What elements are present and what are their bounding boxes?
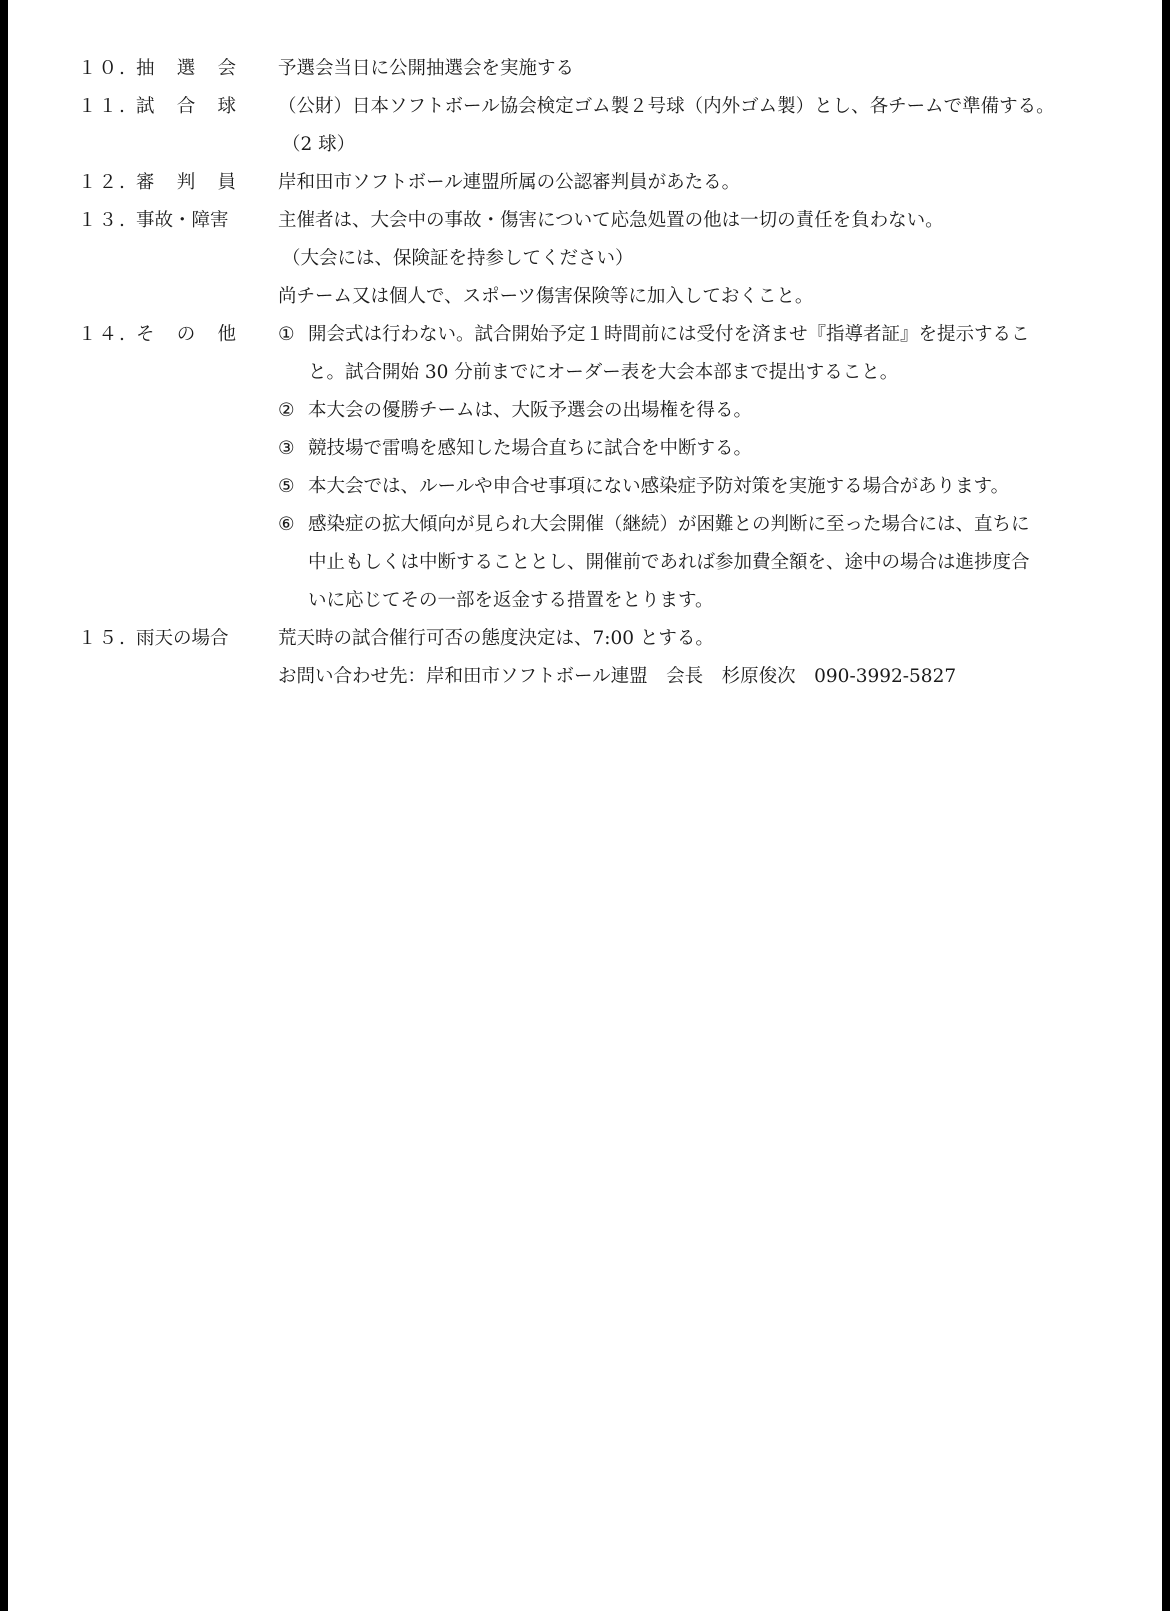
label-char: 球 bbox=[217, 96, 236, 117]
label-char: 抽 bbox=[136, 58, 155, 79]
section-content bbox=[278, 164, 1138, 202]
item-marker: ② bbox=[278, 400, 295, 421]
section-number: １２. bbox=[78, 172, 127, 193]
item-marker: ⑤ bbox=[278, 476, 295, 497]
list-item bbox=[278, 316, 1138, 392]
content-line: 岸和田市ソフトボール連盟所属の公認審判員があたる。 bbox=[278, 172, 741, 193]
section-label bbox=[136, 164, 236, 202]
section-10 bbox=[78, 50, 1138, 88]
section-number: １１. bbox=[78, 96, 127, 117]
item-marker: ① bbox=[278, 324, 295, 345]
section-content bbox=[278, 202, 1138, 316]
document-page bbox=[8, 0, 1162, 1611]
section-label bbox=[136, 50, 236, 88]
label-char: 員 bbox=[217, 172, 236, 193]
list-item bbox=[278, 506, 1138, 620]
section-number: １４. bbox=[78, 324, 127, 345]
label-char: 試 bbox=[136, 96, 155, 117]
section-number: １３. bbox=[78, 210, 127, 231]
content-line: （大会には、保険証を持参してください） bbox=[282, 248, 634, 269]
content-line: 開会式は行わない。試合開始予定１時間前には受付を済ませ『指導者証』を提示するこ bbox=[308, 324, 1030, 345]
contact-line: お問い合わせ先：岸和田市ソフトボール連盟 会長 杉原俊次 090-3992-5827 bbox=[278, 666, 957, 687]
content-line: 本大会の優勝チームは、大阪予選会の出場権を得る。 bbox=[308, 400, 753, 421]
item-marker: ⑥ bbox=[278, 514, 295, 535]
label-char: 会 bbox=[217, 58, 236, 79]
content-line: 本大会では、ルールや申合せ事項にない感染症予防対策を実施する場合があります。 bbox=[308, 476, 1010, 497]
list-item bbox=[278, 392, 1138, 430]
section-label: 事故・障害 bbox=[136, 210, 229, 231]
section-label bbox=[136, 88, 236, 126]
content-line: 尚チーム又は個人で、スポーツ傷害保険等に加入しておくこと。 bbox=[278, 286, 814, 307]
content-line: いに応じてその一部を返金する措置をとります。 bbox=[308, 590, 714, 611]
section-14 bbox=[78, 316, 1138, 620]
section-11 bbox=[78, 88, 1138, 164]
content-line: （公財）日本ソフトボール協会検定ゴム製２号球（内外ゴム製）とし、各チームで準備する。 bbox=[278, 96, 1055, 117]
content-line: 感染症の拡大傾向が見られ大会開催（継続）が困難との判断に至った場合には、直ちに bbox=[308, 514, 1030, 535]
content-line: 競技場で雷鳴を感知した場合直ちに試合を中断する。 bbox=[308, 438, 753, 459]
list-item bbox=[278, 430, 1138, 468]
label-char: の bbox=[176, 324, 196, 345]
section-content bbox=[278, 620, 1138, 696]
content-line: 荒天時の試合催行可否の態度決定は、7:00 とする。 bbox=[278, 628, 714, 649]
section-12 bbox=[78, 164, 1138, 202]
label-char: 合 bbox=[176, 96, 196, 117]
section-15 bbox=[78, 620, 1138, 696]
label-char: そ bbox=[136, 324, 155, 345]
label-char: 他 bbox=[217, 324, 236, 345]
section-label: 雨天の場合 bbox=[136, 628, 229, 649]
content-line: 主催者は、大会中の事故・傷害について応急処置の他は一切の責任を負わない。 bbox=[278, 210, 944, 231]
section-content bbox=[278, 88, 1138, 164]
section-content bbox=[278, 50, 1138, 88]
document-body bbox=[78, 50, 1138, 696]
section-number: １０. bbox=[78, 58, 127, 79]
list-item bbox=[278, 468, 1138, 506]
content-line: 中止もしくは中断することとし、開催前であれば参加費全額を、途中の場合は進捗度合 bbox=[308, 552, 1030, 573]
label-char: 選 bbox=[176, 58, 196, 79]
section-label bbox=[136, 316, 236, 354]
content-line: 予選会当日に公開抽選会を実施する bbox=[278, 58, 575, 79]
label-char: 判 bbox=[176, 172, 196, 193]
content-line: と。試合開始 30 分前までにオーダー表を大会本部まで提出すること。 bbox=[308, 362, 899, 383]
label-char: 審 bbox=[136, 172, 155, 193]
section-13 bbox=[78, 202, 1138, 316]
item-marker: ③ bbox=[278, 438, 295, 459]
section-number: １５. bbox=[78, 628, 127, 649]
content-line: （2 球） bbox=[282, 134, 356, 155]
section-content bbox=[278, 316, 1138, 620]
